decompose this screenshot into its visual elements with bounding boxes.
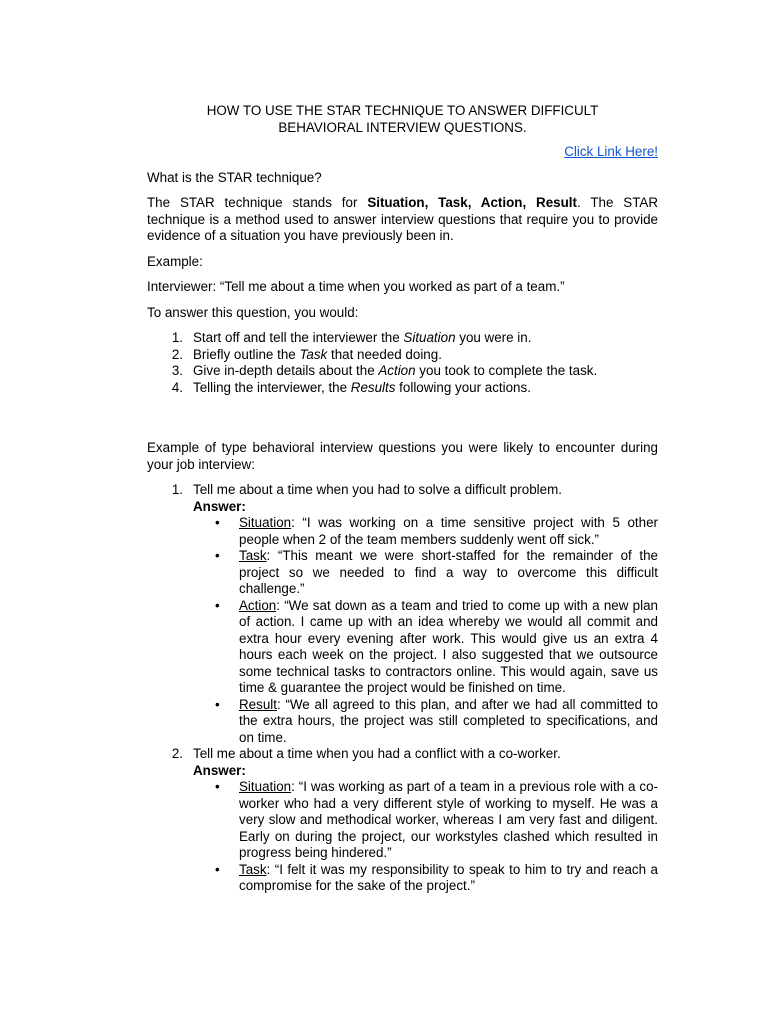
step-text-end: you took to complete the task. <box>415 363 598 378</box>
bullet-label: Action <box>239 597 277 613</box>
step-text: Briefly outline the <box>193 346 300 362</box>
intro-pre: The STAR technique stands for <box>147 195 368 210</box>
bullet-icon: • <box>215 548 220 563</box>
bullet-text: : “I was working on a time sensitive project with 5 other people when 2 of the team members suddenly went off sick.” <box>239 515 658 547</box>
bullet-item <box>193 515 658 548</box>
questions-list <box>147 482 658 895</box>
step-emphasis: Action <box>378 363 416 378</box>
spacer <box>147 396 658 440</box>
title-line-1: HOW TO USE THE STAR TECHNIQUE TO ANSWER DIFFICULT <box>206 103 599 118</box>
bullet-item <box>193 779 658 862</box>
intro-paragraph <box>147 195 658 245</box>
step-text: Start off and tell the interviewer the <box>193 330 404 345</box>
step-text-end: that needed doing. <box>327 346 442 362</box>
bullet-item <box>193 862 658 895</box>
bullet-text: : “This meant we were short-staffed for the remainder of the project so we needed to find a way to overcome this difficult challenge.” <box>239 548 658 596</box>
step-text: Telling the interviewer, the <box>193 379 351 395</box>
click-link[interactable]: Click Link Here! <box>564 144 658 159</box>
question-text: Tell me about a time when you had a conflict with a co-worker. <box>193 746 561 761</box>
bullet-label: Task <box>239 861 267 877</box>
bullet-icon: • <box>215 861 220 877</box>
title-line-2: BEHAVIORAL INTERVIEW QUESTIONS. <box>278 120 527 135</box>
step-text-end: following your actions. <box>395 379 531 395</box>
step-text: Give in-depth details about the <box>193 363 379 378</box>
bullet-item <box>193 697 658 747</box>
example-label: Example: <box>147 253 203 269</box>
step-item <box>147 347 658 364</box>
step-number: 2. <box>171 346 183 362</box>
link-row <box>147 144 658 161</box>
step-emphasis: Results <box>350 379 396 395</box>
step-emphasis: Situation <box>403 330 456 345</box>
question-item <box>147 482 658 746</box>
bullet-text: : “We sat down as a team and tried to come up with a new plan of action. I came up with an idea whereby we would all commit and extra hour every evening after work. This would give us an extra 4 hours each week on the project. I also suggested that we outsource some technical tasks to contractors online. This would again, save us time & guarantee the project would be finished on time. <box>239 597 658 695</box>
document-body <box>147 102 658 895</box>
question-number: 1. <box>171 482 183 497</box>
to-answer-text: To answer this question, you would: <box>147 304 359 320</box>
interviewer-quote: Interviewer: “Tell me about a time when you worked as part of a team.” <box>147 279 565 294</box>
what-is-heading: What is the STAR technique? <box>147 169 322 185</box>
star-steps-list <box>147 330 658 396</box>
bullet-text: : “I felt it was my responsibility to speak to him to try and reach a compromise for the sake of the project.” <box>239 861 658 893</box>
question-number: 2. <box>171 746 183 761</box>
bullet-icon: • <box>215 779 220 794</box>
question-text: Tell me about a time when you had to solve a difficult problem. <box>193 482 562 497</box>
step-item <box>147 330 658 347</box>
step-number: 3. <box>171 363 183 378</box>
step-number: 4. <box>171 379 183 395</box>
bullet-label: Task <box>239 548 267 563</box>
answer-bullets <box>193 515 658 746</box>
step-item <box>147 380 658 397</box>
intro-star-terms: Situation, Task, Action, Result <box>367 195 577 210</box>
bullet-label: Result <box>239 696 277 712</box>
step-emphasis: Task <box>299 346 328 362</box>
answer-label: Answer: <box>193 762 246 778</box>
question-item <box>147 746 658 895</box>
bullet-label: Situation <box>239 515 292 530</box>
bullet-icon: • <box>215 515 220 530</box>
examples-intro: Example of type behavioral interview questions you were likely to encounter during your job interview: <box>147 440 658 472</box>
document-title <box>147 102 658 136</box>
bullet-label: Situation <box>239 779 292 794</box>
answer-label: Answer: <box>193 498 246 514</box>
bullet-icon: • <box>215 696 220 712</box>
step-item <box>147 363 658 380</box>
answer-bullets <box>193 779 658 895</box>
bullet-item <box>193 548 658 598</box>
intro-post: . The STAR technique is a method used to answer interview questions that require you to provide evidence of a situation you have previously been in. <box>147 195 658 243</box>
step-number: 1. <box>171 330 183 345</box>
bullet-item <box>193 598 658 697</box>
bullet-icon: • <box>215 597 220 613</box>
bullet-text: : “We all agreed to this plan, and after we had all committed to the extra hours, the project was still completed to specifications, and on time. <box>239 696 658 745</box>
step-text-end: you were in. <box>455 330 532 345</box>
bullet-text: : “I was working as part of a team in a previous role with a co-worker who had a very different style of working to myself. He was a very slow and methodical worker, whereas I am very fast and diligent. Early on during the project, our workstyles clashed which resulted in progress being hindered.” <box>239 779 658 860</box>
